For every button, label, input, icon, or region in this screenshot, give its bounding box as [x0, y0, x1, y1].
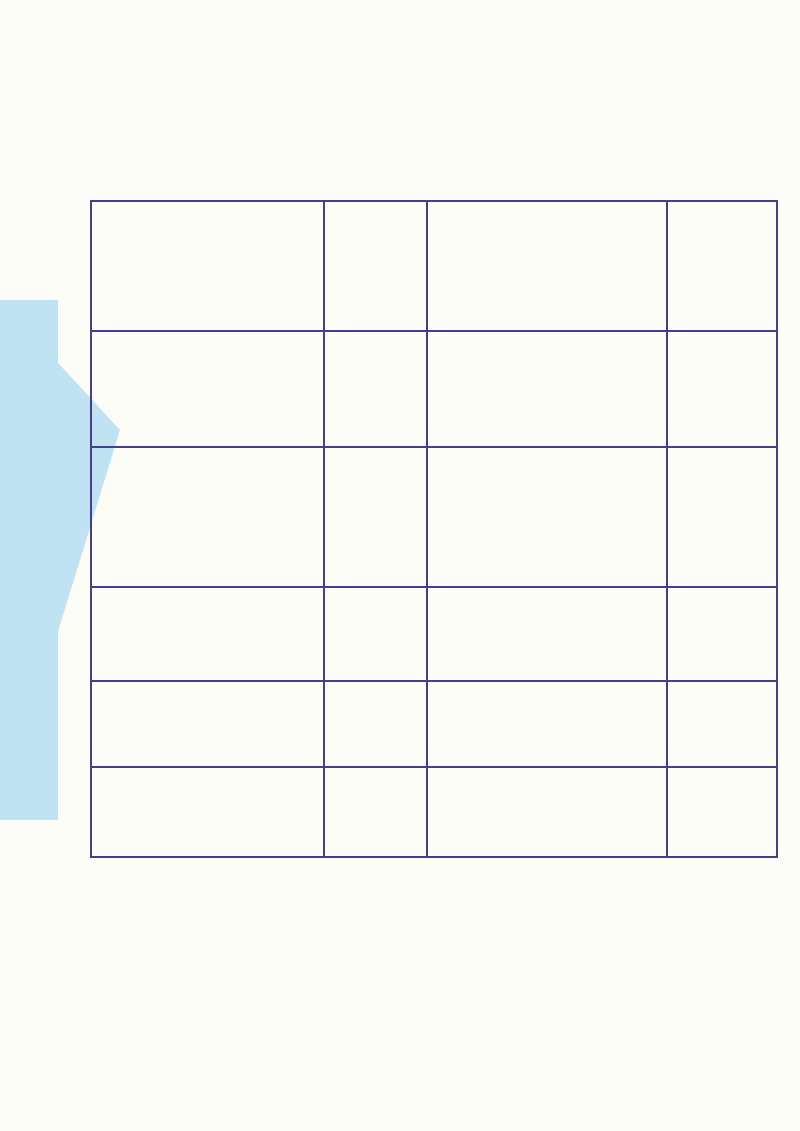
- cell-requirement: [427, 447, 667, 587]
- table-row: [91, 331, 777, 447]
- table-row: [91, 767, 777, 857]
- cell-requirement: [91, 587, 324, 681]
- bottom-apple-border: [0, 1046, 800, 1126]
- header-requirement-2: [427, 201, 667, 331]
- top-apple-border: [0, 0, 800, 80]
- cell-requirement: [91, 681, 324, 767]
- cell-limit: [667, 767, 777, 857]
- water-quality-table: [90, 200, 778, 858]
- cell-requirement: [91, 447, 324, 587]
- table-row: [91, 447, 777, 587]
- cell-limit: [324, 331, 427, 447]
- header-limit-1: [324, 201, 427, 331]
- cell-requirement: [91, 331, 324, 447]
- header-requirement-1: [91, 201, 324, 331]
- cell-requirement: [91, 767, 324, 857]
- header-limit-2: [667, 201, 777, 331]
- cell-limit: [324, 587, 427, 681]
- apple-pattern-top: [0, 0, 800, 80]
- cell-limit: [667, 447, 777, 587]
- table-row: [91, 681, 777, 767]
- cell-limit: [324, 767, 427, 857]
- cell-limit: [667, 331, 777, 447]
- table-row: [91, 587, 777, 681]
- cell-requirement: [427, 767, 667, 857]
- cell-requirement: [427, 331, 667, 447]
- cell-limit: [324, 681, 427, 767]
- cell-limit: [667, 587, 777, 681]
- cell-requirement: [427, 587, 667, 681]
- cell-limit: [324, 447, 427, 587]
- apple-pattern-bottom: [0, 1046, 800, 1126]
- table-header-row: [91, 201, 777, 331]
- cell-requirement: [427, 681, 667, 767]
- cell-limit: [667, 681, 777, 767]
